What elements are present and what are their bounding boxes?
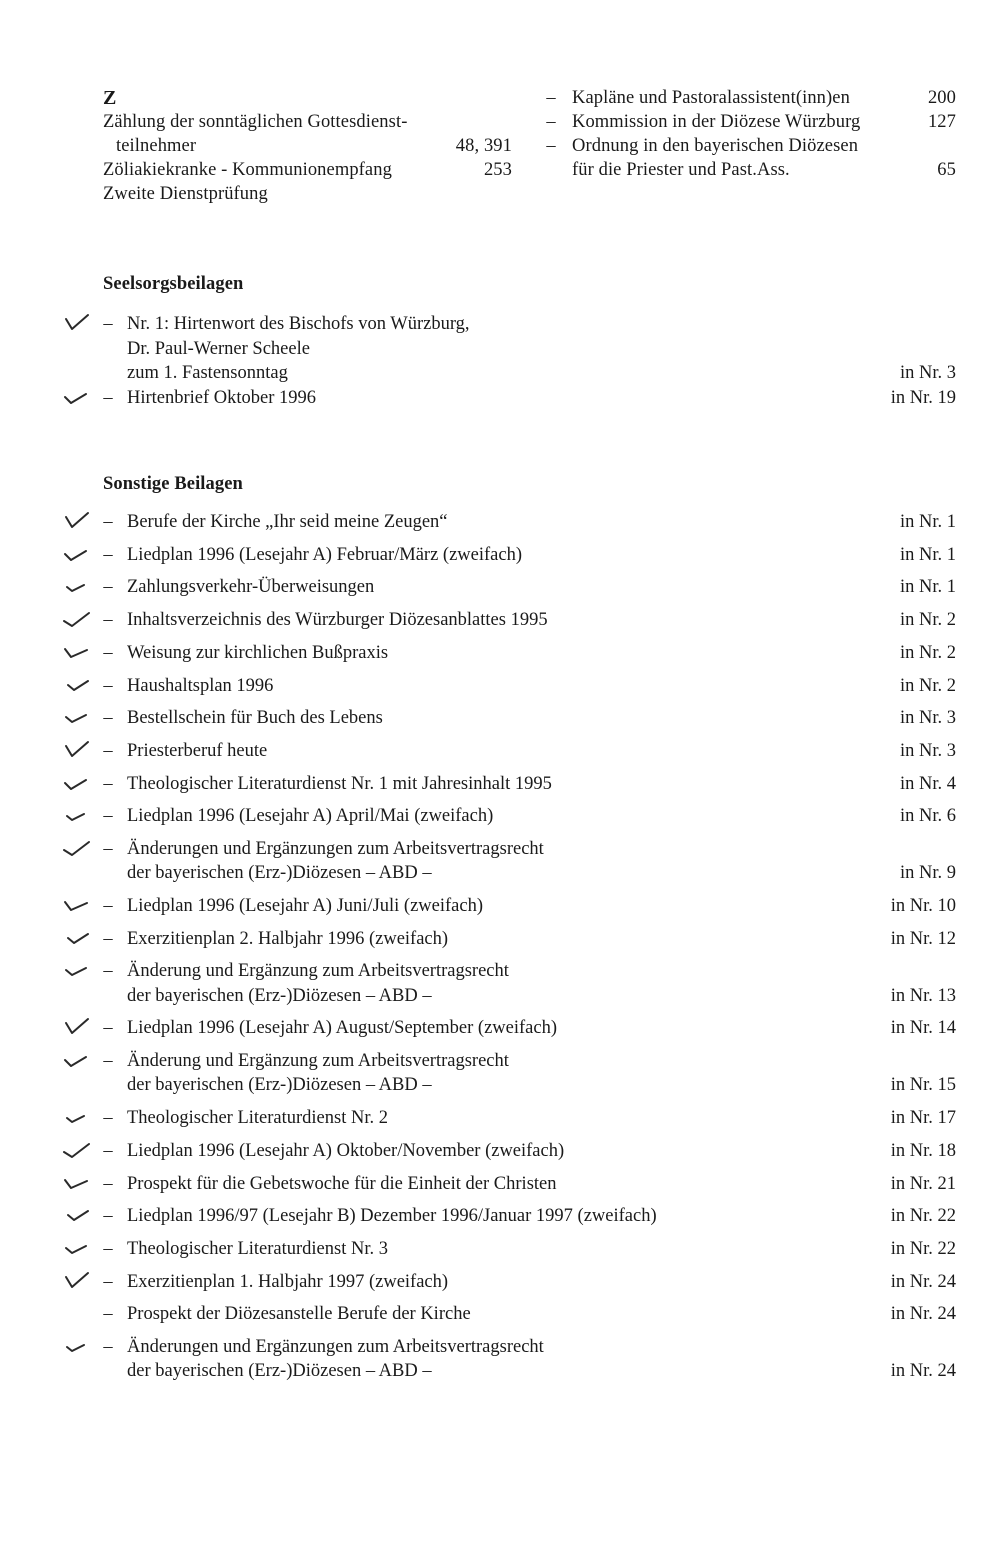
index-page: 65 [937, 160, 956, 180]
check-mark-icon [62, 958, 92, 982]
index-letter: Z [103, 87, 117, 109]
check-mark-icon [62, 803, 92, 827]
attachment-issue-ref: in Nr. 21 [890, 1173, 956, 1194]
attachment-title: Prospekt für die Gebetswoche für die Einheit der Christen [127, 1173, 557, 1194]
dash: – [546, 112, 556, 132]
attachment-issue-ref: in Nr. 3 [899, 740, 956, 761]
attachment-issue-ref: in Nr. 14 [890, 1018, 956, 1039]
index-entry: Ordnung in den bayerischen Diözesen [572, 136, 859, 156]
check-mark-icon [62, 607, 92, 631]
dash: – [103, 961, 113, 982]
dash: – [103, 512, 113, 532]
index-page: 200 [927, 88, 956, 108]
dash: – [103, 675, 113, 696]
attachment-title: Exerzitienplan 1. Halbjahr 1997 (zweifach) [127, 1271, 449, 1292]
attachment-issue-ref: in Nr. 24 [890, 1361, 956, 1382]
attachment-title: Bestellschein für Buch des Lebens [127, 708, 383, 729]
attachment-issue-ref: in Nr. 2 [899, 610, 956, 631]
check-mark-icon [62, 673, 92, 697]
dash: – [103, 708, 113, 729]
attachment-issue-ref: in Nr. 1 [899, 577, 956, 598]
attachment-issue-ref: in Nr. 1 [899, 544, 956, 565]
attachment-issue-ref: in Nr. 2 [899, 675, 956, 696]
check-mark-icon [62, 1203, 92, 1227]
dash: – [103, 896, 113, 916]
section-heading-seelsorgsbeilagen: Seelsorgsbeilagen [103, 274, 244, 294]
index-entry: Zöliakiekranke - Kommunionempfang [103, 160, 392, 180]
attachment-issue-ref: in Nr. 17 [890, 1108, 956, 1129]
dash: – [103, 387, 113, 408]
attachment-title: Liedplan 1996/97 (Lesejahr B) Dezember 1996/Januar 1997 (zweifach) [127, 1206, 657, 1227]
index-page: 127 [927, 112, 956, 132]
check-mark-icon [62, 705, 92, 729]
check-mark-icon [62, 640, 92, 664]
dash: – [103, 773, 113, 794]
attachment-title: Dr. Paul-Werner Scheele [127, 338, 310, 359]
attachment-title: der bayerischen (Erz-)Diözesen – ABD – [127, 863, 432, 884]
check-mark-icon [62, 1015, 92, 1039]
attachment-issue-ref: in Nr. 15 [890, 1075, 956, 1096]
check-mark-icon [62, 1236, 92, 1260]
attachment-title: Liedplan 1996 (Lesejahr A) Oktober/November (zweifach) [127, 1140, 565, 1161]
dash: – [103, 577, 113, 598]
attachment-issue-ref: in Nr. 24 [890, 1271, 956, 1292]
check-mark-icon [62, 1171, 92, 1195]
attachment-title: Änderungen und Ergänzungen zum Arbeitsvertragsrecht [127, 839, 544, 859]
check-mark-icon [62, 1138, 92, 1162]
dash: – [103, 1238, 113, 1259]
attachment-title: Liedplan 1996 (Lesejahr A) August/September (zweifach) [127, 1018, 557, 1039]
check-mark-icon [62, 1105, 92, 1129]
dash: – [103, 544, 113, 565]
check-mark-icon [62, 771, 92, 795]
check-mark-icon [62, 574, 92, 598]
check-mark-icon [62, 836, 92, 860]
check-mark-icon [62, 926, 92, 950]
attachment-issue-ref: in Nr. 18 [890, 1140, 956, 1161]
dash: – [103, 1271, 113, 1292]
attachment-issue-ref: in Nr. 3 [899, 708, 956, 729]
attachment-issue-ref: in Nr. 1 [899, 512, 956, 532]
attachment-title: Zahlungsverkehr-Überweisungen [127, 577, 375, 598]
check-mark-icon [62, 738, 92, 762]
index-entry: für die Priester und Past.Ass. [572, 160, 790, 180]
index-page: 253 [483, 160, 512, 180]
attachment-title: Hirtenbrief Oktober 1996 [127, 387, 317, 408]
check-mark-icon [62, 509, 92, 533]
dash: – [103, 740, 113, 761]
attachment-title: Weisung zur kirchlichen Bußpraxis [127, 642, 389, 663]
attachment-title: Exerzitienplan 2. Halbjahr 1996 (zweifach) [127, 928, 449, 949]
attachment-title: Liedplan 1996 (Lesejahr A) Juni/Juli (zweifach) [127, 896, 484, 916]
attachment-title: der bayerischen (Erz-)Diözesen – ABD – [127, 1075, 432, 1096]
attachment-title: Berufe der Kirche „Ihr seid meine Zeugen“ [127, 512, 448, 532]
attachment-title: Änderungen und Ergänzungen zum Arbeitsvertragsrecht [127, 1337, 544, 1357]
dash: – [103, 610, 113, 631]
check-mark-icon [62, 542, 92, 566]
section-heading-sonstige-beilagen: Sonstige Beilagen [103, 474, 243, 494]
attachment-issue-ref: in Nr. 3 [899, 363, 956, 383]
attachment-title: Liedplan 1996 (Lesejahr A) Februar/März (zweifach) [127, 544, 523, 565]
attachment-title: Änderung und Ergänzung zum Arbeitsvertragsrecht [127, 961, 509, 982]
attachment-title: der bayerischen (Erz-)Diözesen – ABD – [127, 985, 432, 1006]
dash: – [103, 1051, 113, 1072]
dash: – [103, 1173, 113, 1194]
attachment-issue-ref: in Nr. 22 [890, 1206, 956, 1227]
dash: – [103, 1140, 113, 1161]
dash: – [103, 1206, 113, 1227]
attachment-issue-ref: in Nr. 22 [890, 1238, 956, 1259]
attachment-title: Inhaltsverzeichnis des Würzburger Diözesanblattes 1995 [127, 610, 548, 631]
attachment-issue-ref: in Nr. 10 [890, 896, 956, 916]
attachment-issue-ref: in Nr. 19 [890, 387, 956, 408]
attachment-title: der bayerischen (Erz-)Diözesen – ABD – [127, 1361, 432, 1382]
attachment-issue-ref: in Nr. 9 [899, 863, 956, 884]
index-entry: teilnehmer [116, 136, 197, 156]
dash: – [103, 1018, 113, 1039]
dash: – [103, 642, 113, 663]
index-entry: Kapläne und Pastoralassistent(inn)en [572, 88, 850, 108]
attachment-issue-ref: in Nr. 4 [899, 773, 956, 794]
attachment-title: Nr. 1: Hirtenwort des Bischofs von Würzburg, [127, 314, 470, 334]
check-mark-icon [62, 1269, 92, 1293]
attachment-title: Änderung und Ergänzung zum Arbeitsvertragsrecht [127, 1051, 509, 1072]
check-mark-icon [62, 311, 92, 335]
check-mark-icon [62, 1048, 92, 1072]
dash: – [546, 88, 556, 108]
dash: – [103, 1337, 113, 1357]
check-mark-icon [62, 893, 92, 917]
attachment-title: Liedplan 1996 (Lesejahr A) April/Mai (zweifach) [127, 806, 494, 827]
dash: – [546, 136, 556, 156]
attachment-title: Theologischer Literaturdienst Nr. 2 [127, 1108, 388, 1129]
attachment-issue-ref: in Nr. 2 [899, 642, 956, 663]
check-mark-icon [62, 385, 92, 409]
attachment-title: Haushaltsplan 1996 [127, 675, 274, 696]
attachment-issue-ref: in Nr. 6 [899, 806, 956, 827]
attachment-issue-ref: in Nr. 12 [890, 928, 956, 949]
dash: – [103, 806, 113, 827]
attachment-title: Priesterberuf heute [127, 740, 268, 761]
dash: – [103, 1108, 113, 1129]
dash: – [103, 314, 113, 334]
attachment-title: Prospekt der Diözesanstelle Berufe der Kirche [127, 1304, 471, 1325]
index-page: 48, 391 [455, 136, 512, 156]
attachment-issue-ref: in Nr. 24 [890, 1304, 956, 1325]
check-mark-icon [62, 1334, 92, 1358]
index-entry: Kommission in der Diözese Würzburg [572, 112, 861, 132]
index-entry: Zweite Dienstprüfung [103, 184, 268, 204]
attachment-title: Theologischer Literaturdienst Nr. 3 [127, 1238, 388, 1259]
attachment-title: zum 1. Fastensonntag [127, 363, 288, 383]
index-entry: Zählung der sonntäglichen Gottesdienst- [103, 112, 408, 132]
attachment-issue-ref: in Nr. 13 [890, 985, 956, 1006]
dash: – [103, 928, 113, 949]
dash: – [103, 1304, 113, 1325]
attachment-title: Theologischer Literaturdienst Nr. 1 mit Jahresinhalt 1995 [127, 773, 552, 794]
dash: – [103, 839, 113, 859]
